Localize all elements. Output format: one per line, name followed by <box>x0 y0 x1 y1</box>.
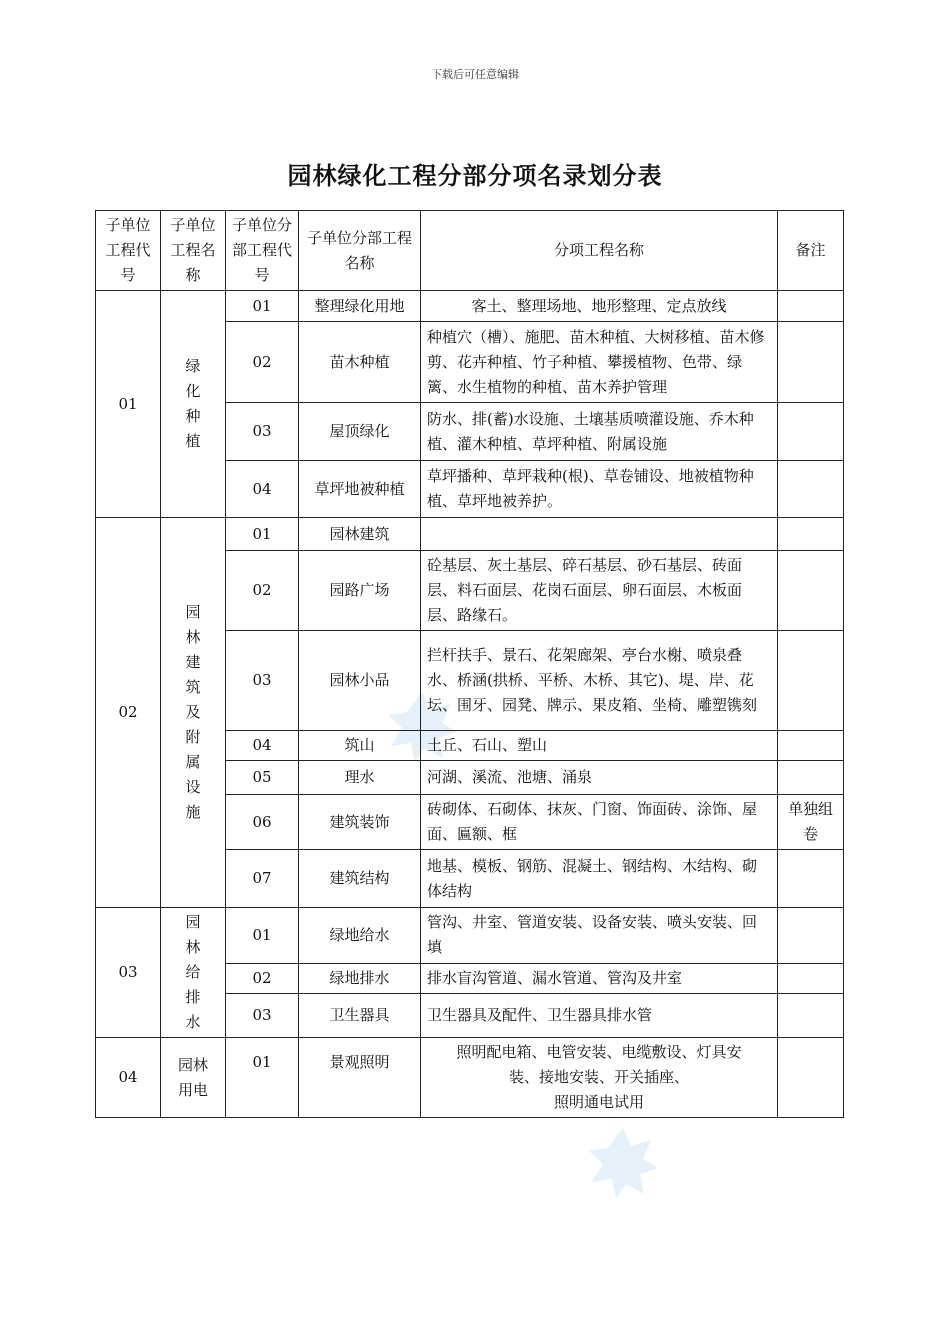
group-name <box>161 518 226 908</box>
item-names: 河湖、溪流、池塘、涌泉 <box>421 761 778 795</box>
division-name: 园林小品 <box>299 631 421 731</box>
item-names: 砖砌体、石砌体、抹灰、门窗、饰面砖、涂饰、屋面、匾额、框 <box>421 795 778 850</box>
division-code: 02 <box>226 963 299 993</box>
item-line: 照明通电试用 <box>553 1093 644 1111</box>
division-name: 整理绿化用地 <box>299 291 421 322</box>
table-header-row <box>96 211 844 291</box>
item-names: 地基、模板、钢筋、混凝土、钢结构、木结构、砌体结构 <box>421 850 778 908</box>
table-row <box>96 291 844 322</box>
table-row <box>96 908 844 964</box>
document-title: 园林绿化工程分部分项名录划分表 <box>287 161 663 190</box>
division-code: 02 <box>226 322 299 403</box>
division-code: 04 <box>226 461 299 518</box>
note <box>778 461 844 518</box>
item-names <box>421 1038 778 1118</box>
item-names: 卫生器具及配件、卫生器具排水管 <box>421 994 778 1038</box>
group-name-text: 园林用电 <box>178 1055 209 1099</box>
item-names: 砼基层、灰土基层、碎石基层、砂石基层、砖面层、料石面层、花岗石面层、卵石面层、木板面层、路缘石。 <box>421 551 778 631</box>
group-name <box>161 291 226 518</box>
note <box>778 322 844 403</box>
note <box>778 731 844 761</box>
group-code: 02 <box>96 518 161 908</box>
group-name-text: 园林给排水 <box>185 913 201 1031</box>
group-name-text: 园林建筑及附属设施 <box>185 603 201 821</box>
division-code: 04 <box>226 731 299 761</box>
division-name: 园路广场 <box>299 551 421 631</box>
division-code: 01 <box>226 518 299 551</box>
note <box>778 1038 844 1118</box>
division-name: 绿地给水 <box>299 908 421 964</box>
division-name: 景观照明 <box>299 1038 421 1118</box>
item-names: 草坪播种、草坪栽种(根)、草卷铺设、地被植物种植、草坪地被养护。 <box>421 461 778 518</box>
division-name: 卫生器具 <box>299 994 421 1038</box>
header-note: 下载后可任意编辑 <box>431 68 519 81</box>
division-name: 草坪地被种植 <box>299 461 421 518</box>
division-name: 园林建筑 <box>299 518 421 551</box>
note <box>778 518 844 551</box>
group-code: 01 <box>96 291 161 518</box>
table-row <box>96 518 844 551</box>
division-name: 屋顶绿化 <box>299 403 421 461</box>
note <box>778 908 844 964</box>
item-names: 排水盲沟管道、漏水管道、管沟及井室 <box>421 963 778 993</box>
col-header-item-name: 分项工程名称 <box>421 211 778 291</box>
division-code: 06 <box>226 795 299 850</box>
item-names: 防水、排(蓄)水设施、土壤基质喷灌设施、乔木种植、灌木种植、草坪种植、附属设施 <box>421 403 778 461</box>
group-name <box>161 1038 226 1118</box>
item-names <box>421 518 778 551</box>
snowflake-watermark-icon-2 <box>586 1126 660 1200</box>
item-names: 管沟、井室、管道安装、设备安装、喷头安装、回填 <box>421 908 778 964</box>
note <box>778 551 844 631</box>
col-header-division-name: 子单位分部工程名称 <box>299 211 421 291</box>
note <box>778 994 844 1038</box>
group-name-text: 绿化种植 <box>185 357 201 450</box>
division-name: 筑山 <box>299 731 421 761</box>
group-name <box>161 908 226 1038</box>
note <box>778 291 844 322</box>
note <box>778 963 844 993</box>
division-name: 理水 <box>299 761 421 795</box>
division-code: 05 <box>226 761 299 795</box>
division-code: 03 <box>226 994 299 1038</box>
division-name: 绿地排水 <box>299 963 421 993</box>
division-code: 01 <box>226 908 299 964</box>
col-header-note: 备注 <box>778 211 844 291</box>
division-code: 03 <box>226 403 299 461</box>
item-names: 拦杆扶手、景石、花架廊架、亭台水榭、喷泉叠水、桥涵(拱桥、平桥、木桥、其它)、堤、岸、花坛、围牙、园凳、牌示、果皮箱、坐椅、雕塑镌刻 <box>421 631 778 731</box>
division-code: 03 <box>226 631 299 731</box>
table-row <box>96 1038 844 1118</box>
note <box>778 850 844 908</box>
note <box>778 403 844 461</box>
division-name: 建筑结构 <box>299 850 421 908</box>
division-name: 苗木种植 <box>299 322 421 403</box>
division-code: 01 <box>226 1038 299 1118</box>
col-header-subunit-name: 子单位工程名称 <box>161 211 226 291</box>
note <box>778 761 844 795</box>
group-code: 03 <box>96 908 161 1038</box>
item-line: 装、接地安装、开关插座、 <box>508 1068 689 1086</box>
note <box>778 631 844 731</box>
note: 单独组卷 <box>778 795 844 850</box>
item-names: 土丘、石山、塑山 <box>421 731 778 761</box>
division-code: 07 <box>226 850 299 908</box>
division-code: 01 <box>226 291 299 322</box>
division-name: 建筑装饰 <box>299 795 421 850</box>
group-code: 04 <box>96 1038 161 1118</box>
col-header-subunit-code: 子单位工程代号 <box>96 211 161 291</box>
division-table <box>95 210 844 1118</box>
item-line: 照明配电箱、电管安装、电缆敷设、灯具安 <box>456 1043 742 1061</box>
division-code: 02 <box>226 551 299 631</box>
col-header-division-code: 子单位分部工程代号 <box>226 211 299 291</box>
item-names: 客土、整理场地、地形整理、定点放线 <box>421 291 778 322</box>
item-names: 种植穴（槽）、施肥、苗木种植、大树移植、苗木修剪、花卉种植、竹子种植、攀援植物、色带、绿篱、水生植物的种植、苗木养护管理 <box>421 322 778 403</box>
